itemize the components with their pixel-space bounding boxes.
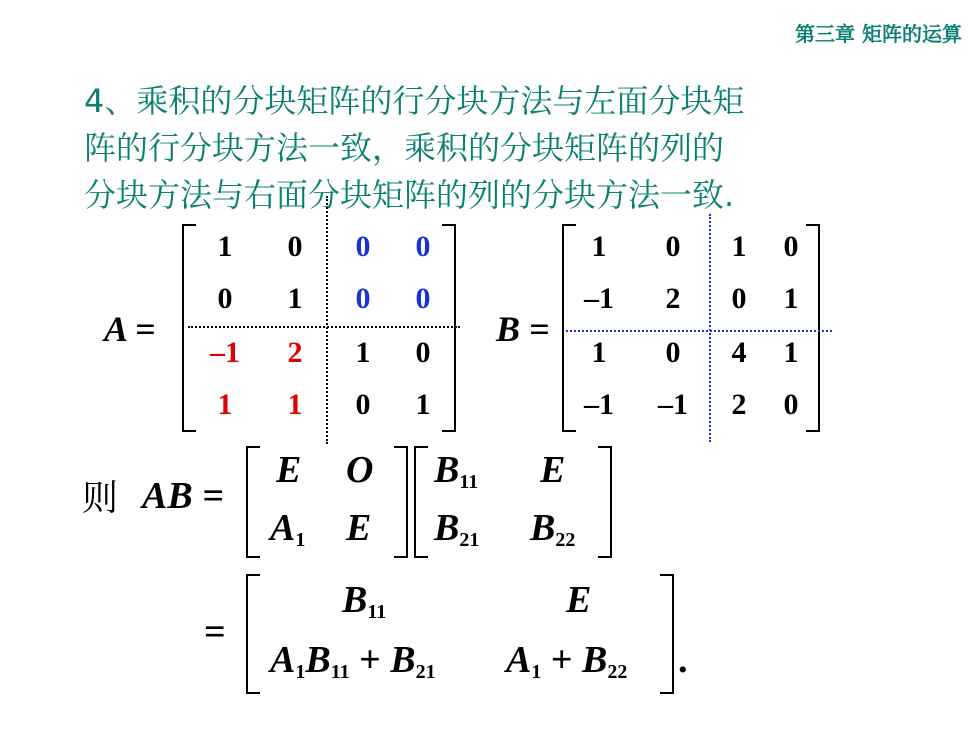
block-b-sub: 22 bbox=[555, 529, 576, 551]
result-plus: + bbox=[359, 639, 381, 681]
block-b-sub: 11 bbox=[459, 471, 479, 493]
matrix-b-cell: 1 bbox=[591, 230, 607, 263]
result-b: B bbox=[390, 639, 416, 681]
matrix-b-cell: 2 bbox=[731, 388, 747, 421]
result-plus: + bbox=[550, 639, 573, 681]
block-left-open-bracket bbox=[246, 446, 260, 558]
matrix-a-cell: 0 bbox=[415, 336, 431, 369]
matrix-a-cell: 1 bbox=[287, 282, 303, 315]
block-o: O bbox=[346, 449, 374, 491]
block-b22 bbox=[530, 508, 575, 560]
block-a1 bbox=[270, 508, 305, 560]
matrix-b-cell: –1 bbox=[658, 388, 688, 421]
matrix-b-cell: 1 bbox=[731, 230, 747, 263]
result-close-bracket bbox=[660, 574, 674, 694]
matrix-b-horizontal-partition bbox=[566, 330, 832, 332]
point-line-3: 分块方法与右面分块矩阵的列的分块方法一致. bbox=[84, 176, 735, 214]
block-a-sub: 1 bbox=[295, 529, 306, 551]
matrix-a-cell: 0 bbox=[287, 230, 303, 263]
matrix-a-cell: 0 bbox=[355, 388, 371, 421]
result-a1-b22 bbox=[506, 640, 627, 692]
result-b-sub: 11 bbox=[330, 661, 350, 683]
matrix-a-cell: 1 bbox=[217, 230, 233, 263]
result-a-sub: 1 bbox=[295, 661, 306, 683]
chapter-title: 第三章 矩阵的运算 bbox=[795, 22, 962, 46]
result-a: A bbox=[270, 639, 296, 681]
block-b11 bbox=[434, 450, 478, 502]
block-b: B bbox=[434, 449, 460, 491]
matrix-a-cell: 1 bbox=[217, 388, 233, 421]
matrix-a-cell: 0 bbox=[415, 230, 431, 263]
result-b-sub: 21 bbox=[415, 661, 436, 683]
result-open-bracket bbox=[246, 574, 260, 694]
matrix-a-vertical-partition bbox=[326, 196, 328, 444]
result-b: B bbox=[342, 579, 368, 621]
result-b-sub: 11 bbox=[367, 601, 387, 623]
ab-lhs: AB = bbox=[142, 475, 224, 517]
matrix-a-cell: 0 bbox=[355, 230, 371, 263]
block-b: B bbox=[434, 507, 460, 549]
point-line-2: 阵的行分块方法一致，乘积的分块矩阵的列的 bbox=[84, 129, 725, 167]
result-b: B bbox=[305, 639, 331, 681]
matrix-b-cell: 4 bbox=[731, 336, 747, 369]
result-equals: = bbox=[204, 611, 226, 653]
matrix-a-cell: 0 bbox=[415, 282, 431, 315]
matrix-a-cell: 1 bbox=[287, 388, 303, 421]
matrix-a-cell: 1 bbox=[355, 336, 371, 369]
block-left-close-bracket bbox=[394, 446, 408, 558]
result-period: . bbox=[678, 639, 688, 681]
matrix-b-cell: 0 bbox=[665, 336, 681, 369]
matrix-a-label: A = bbox=[104, 309, 156, 349]
point-text bbox=[84, 78, 944, 219]
result-a-sub: 1 bbox=[531, 661, 542, 683]
block-e: E bbox=[276, 449, 302, 491]
matrix-a-cell: 0 bbox=[355, 282, 371, 315]
matrix-b-cell: 0 bbox=[783, 230, 799, 263]
block-b21 bbox=[434, 508, 479, 560]
result-b11 bbox=[342, 580, 386, 632]
matrix-b-cell: –1 bbox=[584, 282, 614, 315]
result-a: A bbox=[506, 639, 532, 681]
matrix-b-cell: 1 bbox=[783, 336, 799, 369]
matrix-b-cell: 0 bbox=[731, 282, 747, 315]
matrix-a-horizontal-partition bbox=[188, 326, 460, 328]
matrix-b-cell: 1 bbox=[591, 336, 607, 369]
block-a: A bbox=[270, 507, 296, 549]
matrix-b-vertical-partition bbox=[709, 214, 711, 442]
block-e3: E bbox=[540, 449, 566, 491]
matrix-a-cell: 2 bbox=[287, 336, 303, 369]
result-e: E bbox=[566, 579, 592, 621]
matrix-b-cell: 0 bbox=[665, 230, 681, 263]
point-line-1: 4、乘积的分块矩阵的行分块方法与左面分块矩 bbox=[84, 82, 745, 120]
matrix-b-label: B = bbox=[496, 309, 550, 349]
matrix-a-cell: 0 bbox=[217, 282, 233, 315]
matrix-b-cell: 2 bbox=[665, 282, 681, 315]
matrix-a-cell: 1 bbox=[415, 388, 431, 421]
block-right-open-bracket bbox=[414, 446, 428, 558]
matrix-a-left-bracket bbox=[182, 224, 196, 432]
block-e2: E bbox=[346, 507, 372, 549]
matrix-b-cell: 0 bbox=[783, 388, 799, 421]
zhe-word: 则 bbox=[82, 478, 119, 519]
matrix-a-cell: –1 bbox=[210, 336, 240, 369]
result-a1b11-b21 bbox=[270, 640, 436, 692]
block-right-close-bracket bbox=[598, 446, 612, 558]
matrix-b-cell: 1 bbox=[783, 282, 799, 315]
result-b: B bbox=[582, 639, 608, 681]
block-b-sub: 21 bbox=[459, 529, 480, 551]
block-b: B bbox=[530, 507, 556, 549]
matrix-b-cell: –1 bbox=[584, 388, 614, 421]
result-b-sub: 22 bbox=[607, 661, 628, 683]
